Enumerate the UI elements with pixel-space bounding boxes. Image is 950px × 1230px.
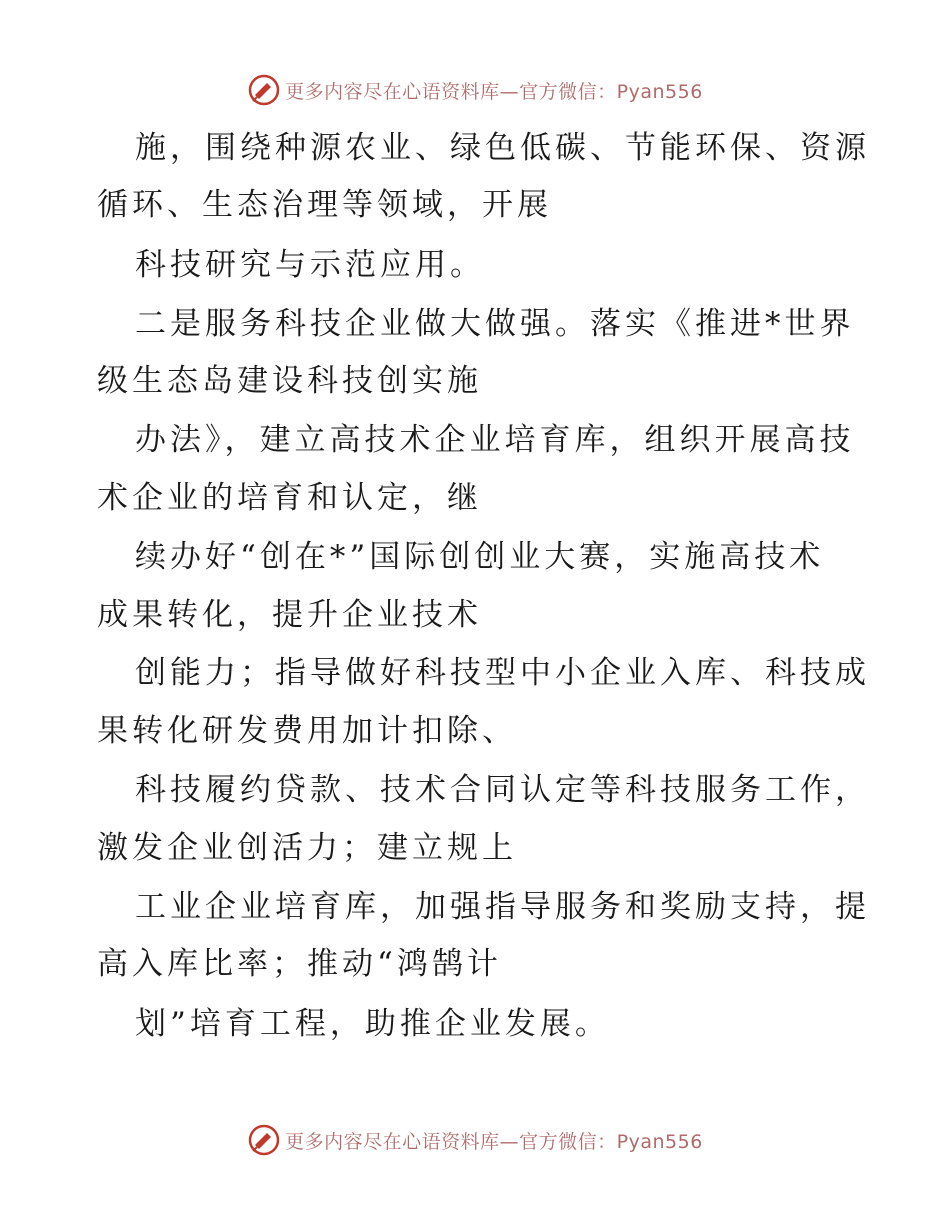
text-line: 创能力；指导做好科技型中小企业入库、科技成 bbox=[135, 655, 870, 691]
footer-banner bbox=[0, 1120, 950, 1160]
text-line: 工业企业培育库，加强指导服务和奖励支持，提 bbox=[135, 889, 870, 925]
text-line: 成果转化，提升企业技术 bbox=[97, 597, 482, 633]
text-line: 办法》，建立高技术企业培育库，组织开展高技 bbox=[135, 422, 855, 458]
header-banner bbox=[0, 70, 950, 110]
text-line: 科技研究与示范应用。 bbox=[135, 247, 485, 283]
text-line: 循环、生态治理等领域，开展 bbox=[97, 187, 552, 223]
text-line: 级生态岛建设科技创实施 bbox=[97, 363, 482, 399]
text-line: 施，围绕种源农业、绿色低碳、节能环保、资源 bbox=[135, 130, 870, 166]
text-line: 果转化研发费用加计扣除、 bbox=[97, 713, 517, 749]
text-line: 术企业的培育和认定，继 bbox=[97, 480, 482, 516]
pen-logo-icon bbox=[247, 73, 281, 107]
banner-text: 更多内容尽在心语资料库—官方微信：Pyan556 bbox=[285, 1130, 703, 1153]
text-line: 科技履约贷款、技术合同认定等科技服务工作， bbox=[135, 772, 870, 808]
text-line: 二是服务科技企业做大做强。落实《推进*世界 bbox=[135, 306, 855, 342]
text-line: 激发企业创活力；建立规上 bbox=[97, 830, 517, 866]
text-line: 高入库比率；推动“鸿鹄计 bbox=[97, 946, 502, 982]
text-line: 划”培育工程，助推企业发展。 bbox=[135, 1006, 610, 1042]
pen-logo-icon bbox=[247, 1123, 281, 1157]
banner-text: 更多内容尽在心语资料库—官方微信：Pyan556 bbox=[285, 80, 703, 103]
text-line: 续办好“创在*”国际创创业大赛，实施高技术 bbox=[135, 539, 825, 575]
